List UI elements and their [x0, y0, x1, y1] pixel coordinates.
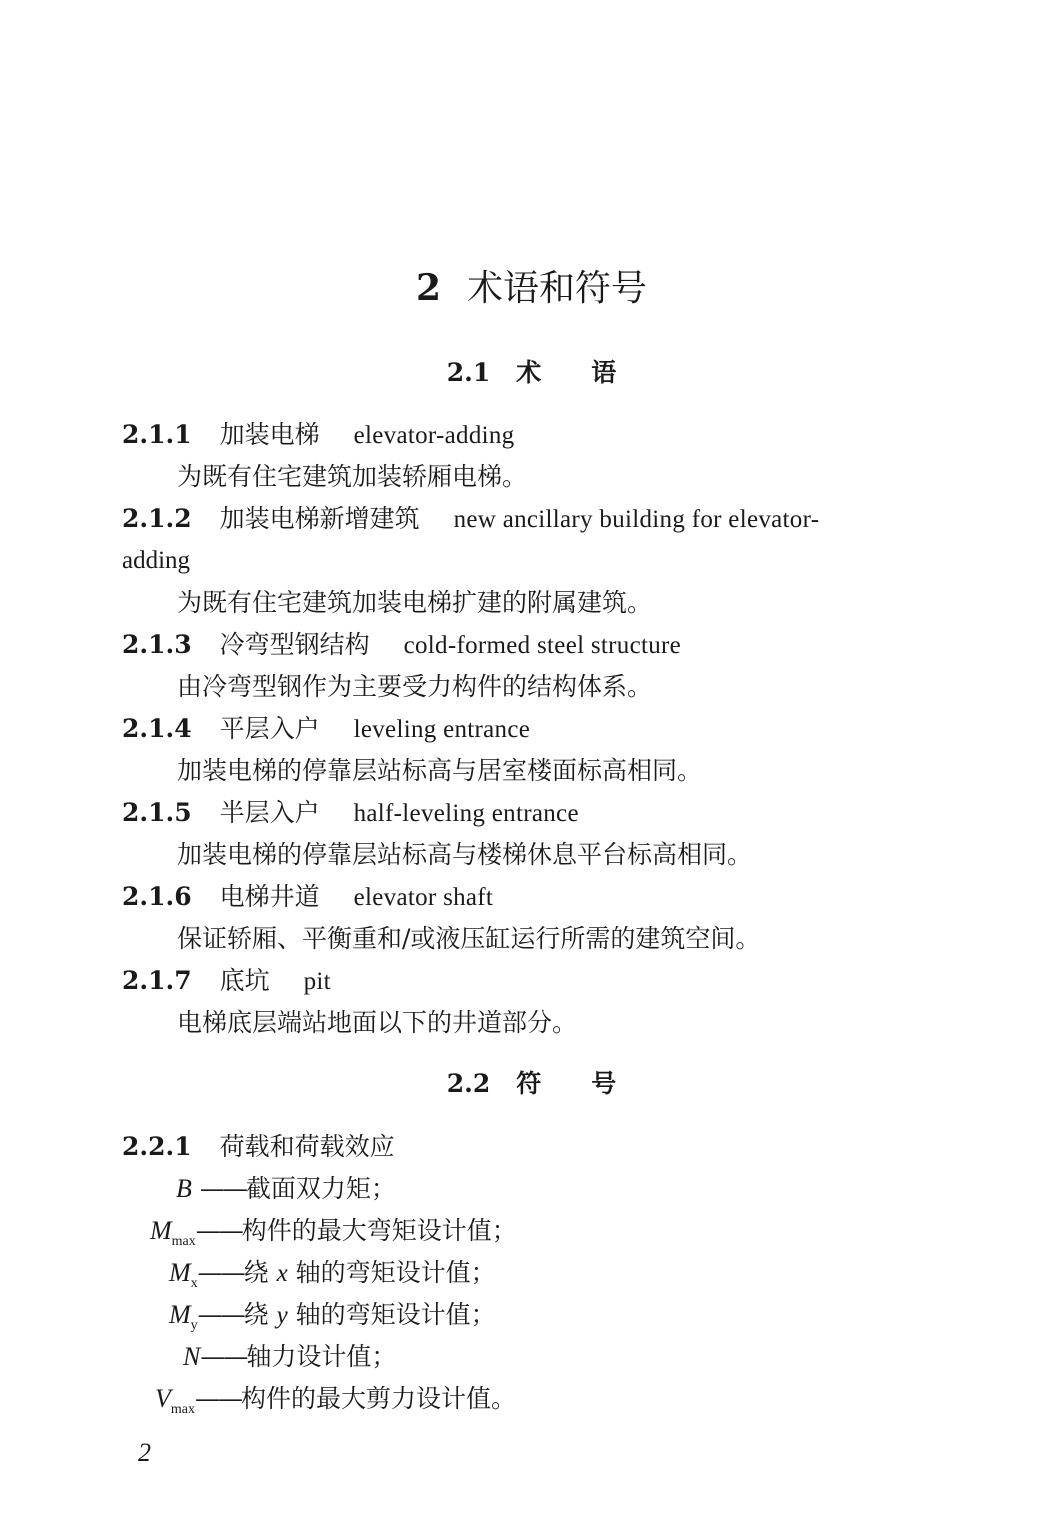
symbol-group-number: 2.2.1 [122, 1132, 192, 1161]
symbol-description: 轴力设计值； [246, 1342, 397, 1371]
symbol-description: 构件的最大剪力设计值。 [241, 1384, 517, 1413]
symbol-description: 截面双力矩； [245, 1174, 396, 1203]
term-english: new ancillary building for elevator- [453, 506, 820, 533]
term-number: 2.1.5 [122, 798, 192, 827]
chapter-number: 2 [415, 267, 442, 309]
chapter-name: 术语和符号 [467, 268, 648, 309]
term-entry-heading [122, 963, 331, 1000]
section-number: 2.1 [446, 358, 491, 387]
dash: —— [199, 1174, 246, 1203]
symbol: M [169, 1258, 191, 1287]
dash: —— [197, 1300, 244, 1329]
symbol: B [176, 1174, 192, 1203]
page-number: 2 [138, 1438, 151, 1467]
symbol-line [169, 1297, 496, 1344]
symbol: M [150, 1216, 172, 1245]
symbol-subscript: max [170, 1402, 195, 1417]
symbol-subscript: x [190, 1276, 198, 1291]
symbol: N [183, 1342, 201, 1371]
term-number: 2.1.1 [122, 420, 192, 449]
term-english: pit [303, 968, 331, 995]
section-name: 术语 [516, 358, 667, 387]
term-entry-heading [122, 627, 681, 664]
symbol-description: 构件的最大弯矩设计值； [241, 1216, 517, 1245]
term-chinese: 平层入户 [219, 714, 320, 743]
term-definition: 由冷弯型钢作为主要受力构件的结构体系。 [177, 672, 653, 701]
symbol-group-heading [122, 1129, 395, 1165]
section-number: 2.2 [446, 1069, 491, 1098]
term-entry-heading [122, 501, 819, 538]
symbol-subscript: max [171, 1234, 196, 1249]
section-name: 符号 [516, 1069, 667, 1098]
term-number: 2.1.2 [122, 504, 192, 533]
term-english: cold-formed steel structure [403, 632, 682, 659]
term-english: elevator shaft [353, 884, 494, 911]
term-definition: 电梯底层端站地面以下的井道部分。 [177, 1008, 578, 1037]
dash: —— [200, 1342, 247, 1371]
term-entry-heading [122, 795, 579, 832]
symbol-description: 绕 [243, 1300, 277, 1329]
symbol-line [183, 1339, 396, 1375]
term-chinese: 加装电梯 [219, 420, 320, 449]
term-definition: 为既有住宅建筑加装轿厢电梯。 [177, 462, 528, 491]
term-entry-heading [122, 879, 493, 916]
term-chinese: 半层入户 [219, 798, 320, 827]
section-title-terms [0, 355, 1063, 391]
term-english: elevator-adding [353, 422, 515, 449]
term-chinese: 底坑 [219, 966, 270, 995]
term-chinese: 电梯井道 [219, 882, 320, 911]
symbol-line [155, 1381, 516, 1428]
term-english: leveling entrance [353, 716, 531, 743]
symbol-description: 绕 [243, 1258, 277, 1287]
term-chinese: 冷弯型钢结构 [219, 630, 370, 659]
section-title-symbols [0, 1066, 1063, 1102]
dash: —— [197, 1258, 244, 1287]
dash: —— [195, 1216, 242, 1245]
term-english: half-leveling entrance [353, 800, 579, 827]
term-definition: 保证轿厢、平衡重和/或液压缸运行所需的建筑空间。 [177, 924, 761, 953]
term-number: 2.1.3 [122, 630, 192, 659]
term-number: 2.1.6 [122, 882, 192, 911]
term-definition: 加装电梯的停靠层站标高与居室楼面标高相同。 [177, 756, 703, 785]
term-definition: 加装电梯的停靠层站标高与楼梯休息平台标高相同。 [177, 840, 753, 869]
symbol-line [176, 1171, 396, 1207]
axis-variable: y [276, 1302, 288, 1329]
symbol-description-rest: 轴的弯矩设计值； [287, 1258, 496, 1287]
symbol-description-rest: 轴的弯矩设计值； [287, 1300, 496, 1329]
term-entry-heading [122, 711, 530, 748]
symbol: M [169, 1300, 191, 1329]
dash: —— [195, 1384, 241, 1413]
chapter-title [0, 262, 1063, 315]
symbol-subscript: y [190, 1318, 198, 1333]
symbol-group-title: 荷载和荷载效应 [219, 1132, 395, 1161]
symbol: V [155, 1384, 171, 1413]
axis-variable: x [276, 1260, 288, 1287]
term-chinese: 加装电梯新增建筑 [219, 504, 420, 533]
term-number: 2.1.4 [122, 714, 192, 743]
symbol-line [169, 1255, 496, 1302]
term-number: 2.1.7 [122, 966, 192, 995]
term-definition: 为既有住宅建筑加装电梯扩建的附属建筑。 [177, 588, 653, 617]
term-english-continued: adding [122, 547, 191, 574]
term-entry-heading [122, 417, 514, 454]
symbol-line [150, 1213, 517, 1260]
